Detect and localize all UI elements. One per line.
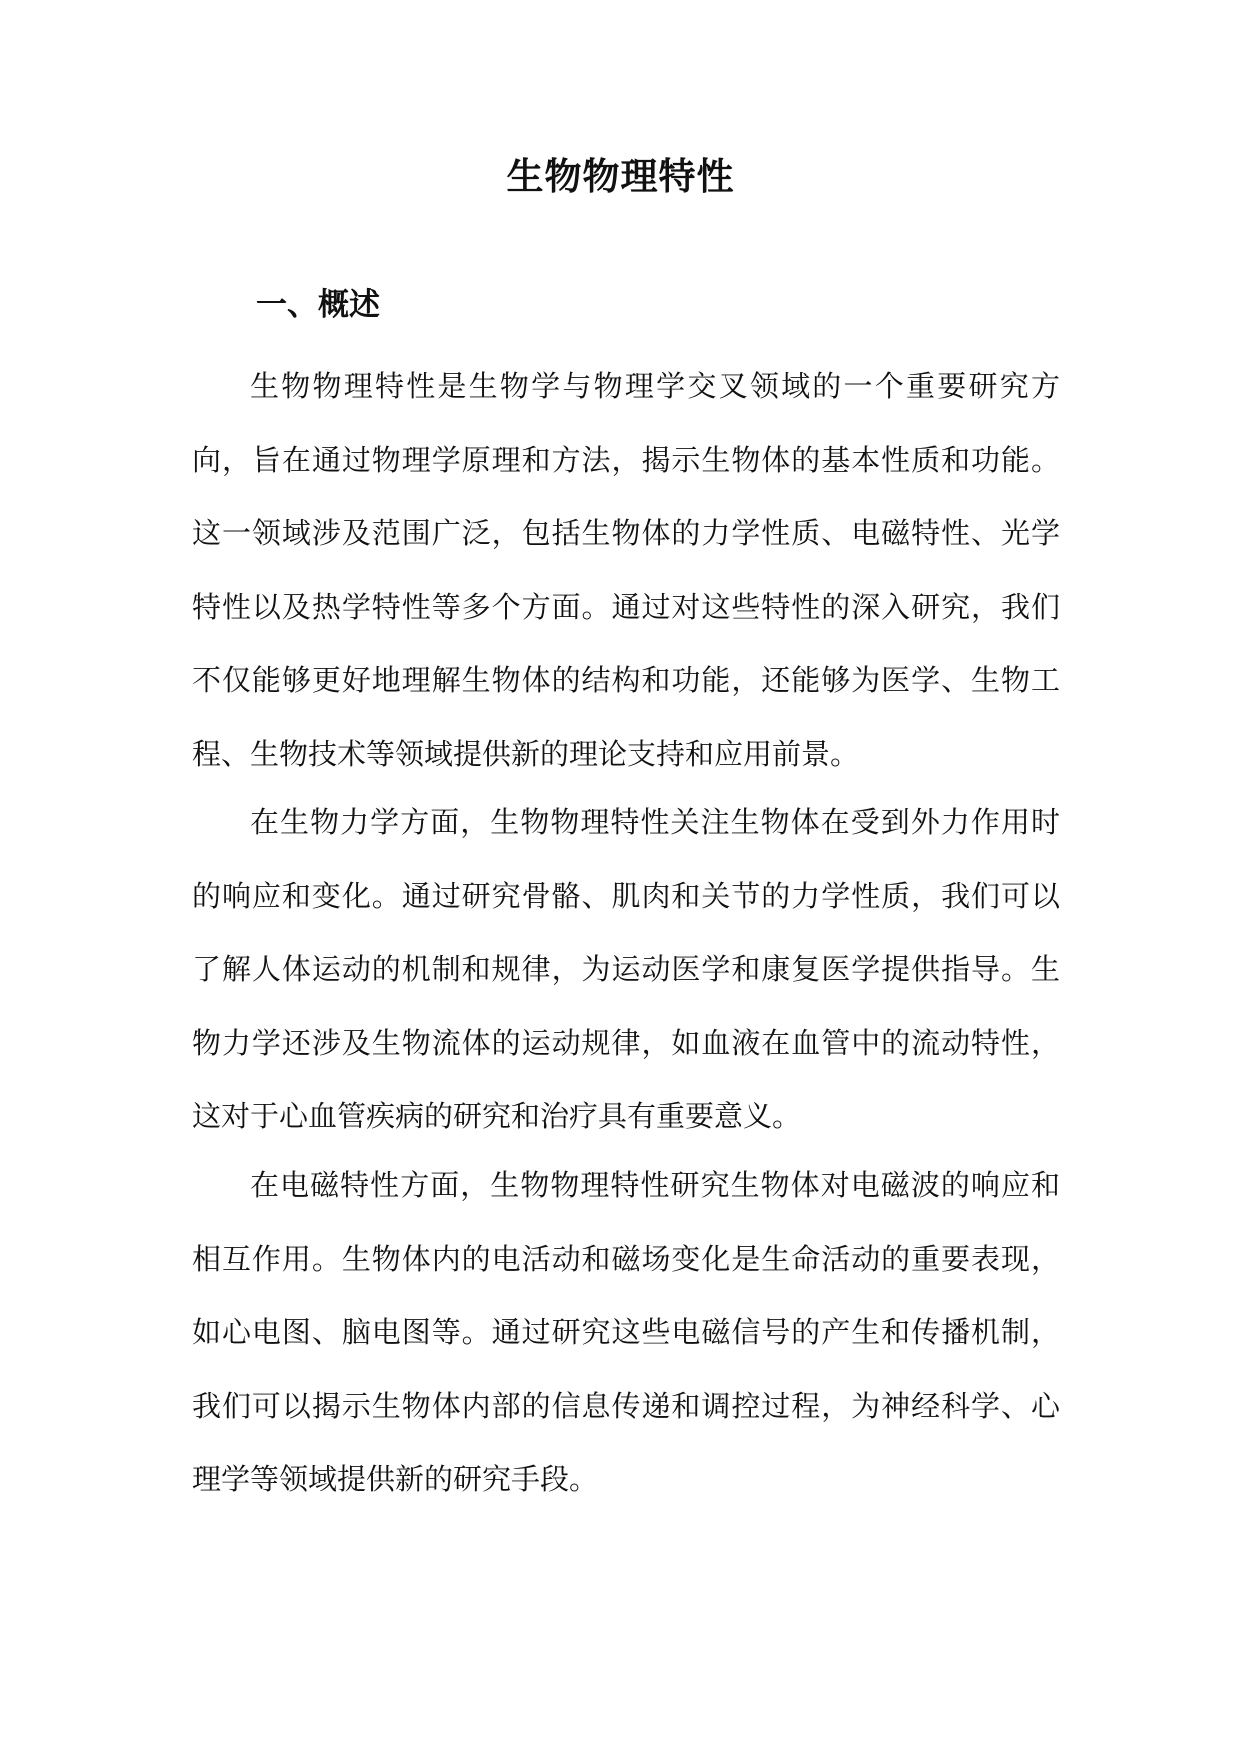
paragraph-overview: 生物物理特性是生物学与物理学交叉领域的一个重要研究方向，旨在通过物理学原理和方法，揭示生物体的基本性质和功能。这一领域涉及范围广泛，包括生物体的力学性质、电磁特性、光学特性以及热学特性等多个方面。通过对这些特性的深入研究，我们不仅能够更好地理解生物体的结构和功能，还能够为医学、生物工程、生物技术等领域提供新的理论支持和应用前景。 [192, 369, 1060, 771]
section-heading: 一、概述 [256, 287, 380, 323]
document-title: 生物物理特性 [506, 154, 735, 198]
paragraph-electromagnetic: 在电磁特性方面，生物物理特性研究生物体对电磁波的响应和相互作用。生物体内的电活动和磁场变化是生命活动的重要表现，如心电图、脑电图等。通过研究这些电磁信号的产生和传播机制，我们可以揭示生物体内部的信息传递和调控过程，为神经科学、心理学等领域提供新的研究手段。 [192, 1168, 1060, 1496]
paragraph-biomechanics: 在生物力学方面，生物物理特性关注生物体在受到外力作用时的响应和变化。通过研究骨骼、肌肉和关节的力学性质，我们可以了解人体运动的机制和规律，为运动医学和康复医学提供指导。生物力学还涉及生物流体的运动规律，如血液在血管中的流动特性，这对于心血管疾病的研究和治疗具有重要意义。 [192, 805, 1060, 1133]
